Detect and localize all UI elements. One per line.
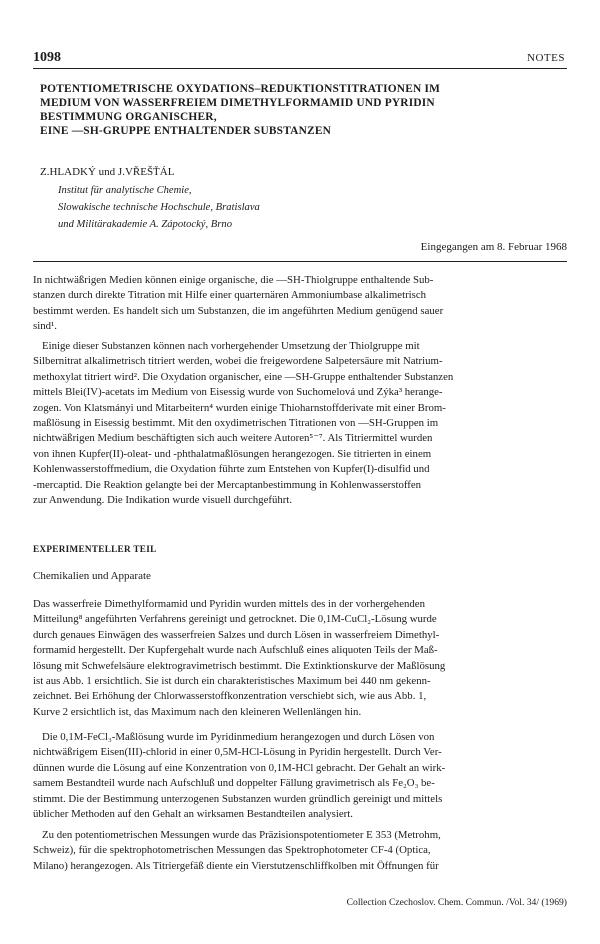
text-line: In nichtwäßrigen Medien können einige organische, die —SH-Thiolgruppe enthaltende Sub-: [33, 274, 434, 286]
section-heading: EXPERIMENTELLER TEIL: [33, 544, 157, 554]
text-line: sind¹.: [33, 320, 57, 333]
title-line: POTENTIOMETRISCHE OXYDATIONS–REDUKTIONSTITRATIONEN IM: [40, 83, 441, 95]
header-rule: [33, 68, 567, 69]
title-line: EINE —SH-GRUPPE ENTHALTENDER SUBSTANZEN: [40, 125, 332, 137]
experimental-paragraph-1: [33, 597, 580, 720]
text-line: -mercaptid. Die Reaktion gelangte bei der Mercaptanbestimmung in Kohlenwasserstoffen: [33, 478, 422, 491]
text-line: maßlösung in Eisessig bestimmt. Mit den oxydimetrischen Titrationen von —SH-Gruppen im: [33, 417, 439, 430]
text-line: Mitteilung⁸ angeführten Verfahrens gereinigt und getrocknet. Die 0,1M-CuCl₂-Lösung wurde: [33, 613, 437, 626]
text-line: zogen. Von Klatsmányi und Mitarbeitern⁴ wurden einige Thioharnstoffderivate mit einer Brom-: [33, 401, 446, 414]
title-line: MEDIUM VON WASSERFREIEM DIMETHYLFORMAMID UND PYRIDIN: [40, 97, 435, 109]
received-date: Eingegangen am 8. Februar 1968: [420, 241, 567, 253]
journal-citation: Collection Czechoslov. Chem. Commun. /Vol. 34/ (1969): [346, 897, 567, 908]
affiliation-line: Slowakische technische Hochschule, Bratislava: [58, 202, 260, 213]
subsection-heading: Chemikalien und Apparate: [33, 570, 151, 582]
text-line: Einige dieser Substanzen können nach vorhergehender Umsetzung der Thiolgruppe mit: [42, 340, 420, 352]
text-line: methoxylat titriert wird². Die Oxydation organischer, eine —SH-Gruppe enthaltender Substanzen: [33, 370, 454, 383]
article-title: [40, 82, 560, 138]
text-line: Das wasserfreie Dimethylformamid und Pyridin wurden mittels des in der vorhergehenden: [33, 598, 425, 610]
text-line: Silbernitrat alkalimetrisch titriert werden, wobei die freigewordene Salpetersäure mit Natrium-: [33, 355, 443, 368]
text-line: nichtwäßrigen Medium beschäftigten sich auch weitere Autoren⁵⁻⁷. Als Titriermittel wurden: [33, 432, 433, 445]
text-line: Kurve 2 ersichtlich ist, das Maximum nach den kleineren Wellenlängen hin.: [33, 705, 362, 718]
authors: Z.HLADKÝ und J.VŘEŠŤÁL: [40, 166, 175, 178]
text-line: zur Anwendung. Die Indikation wurde visuell durchgeführt.: [33, 494, 293, 507]
text-line: lösung mit Schwefelsäure elektrogravimetrisch bestimmt. Die Extinktionskurve der Maßlösung: [33, 659, 446, 672]
text-line: bestimmt werden. Es handelt sich um Substanzen, die im angeführten Medium genügend sauer: [33, 304, 444, 317]
title-line: BESTIMMUNG ORGANISCHER,: [40, 111, 217, 123]
text-line: Schweiz), für die spektrophotometrischen Messungen das Spektrophotometer CF-4 (Optica,: [33, 844, 431, 857]
text-line: formamid hergestellt. Der Kupfergehalt wurde nach Aufschluß eines aliquoten Teils der Maß-: [33, 644, 438, 657]
text-line: stimmt. Die der Bestimmung unterzogenen Substanzen wurden gründlich gereinigt und mittels: [33, 792, 443, 805]
affiliation: [58, 182, 260, 233]
text-line: Zu den potentiometrischen Messungen wurde das Präzisionspotentiometer E 353 (Metrohm,: [42, 829, 441, 841]
intro-paragraph-2: [33, 339, 580, 508]
text-line: Die 0,1M-FeCl₃-Maßlösung wurde im Pyridinmedium herangezogen und durch Lösen von: [42, 731, 435, 743]
text-line: Milano) herangezogen. Als Titriergefäß diente ein Vierstutzenschliffkolben mit Öffnungen für: [33, 859, 439, 872]
intro-paragraph-1: [33, 273, 580, 335]
text-line: Kohlenwasserstoffmedium, die Oxydation führte zum Entstehen von Kupfer(I)-disulfid und: [33, 463, 430, 476]
experimental-paragraph-3: [33, 828, 580, 874]
page-number: 1098: [33, 50, 61, 65]
affiliation-line: Institut für analytische Chemie,: [58, 185, 192, 196]
text-line: durch genaues Einwägen des wasserfreien Salzes und durch Lösen in wasserfreiem Dimethyl-: [33, 628, 440, 641]
section-label: NOTES: [527, 52, 565, 64]
affiliation-line: und Militärakademie A. Zápotocký, Brno: [58, 219, 232, 230]
text-line: samem Bestandteil wurde nach Aufschluß und doppelter Fällung gravimetrisch als Fe₂O₃ be-: [33, 777, 435, 790]
title-block-rule: [33, 261, 567, 262]
experimental-paragraph-2: [33, 730, 580, 822]
text-line: üblicher Methoden auf den Gehalt an wirksamen Bestandteilen analysiert.: [33, 808, 353, 821]
text-line: dünnen wurde die Lösung auf eine Konzentration von 0,1M-HCl gebracht. Der Gehalt an wirk-: [33, 761, 446, 774]
text-line: mittels Blei(IV)-acetats im Medium von Eisessig wurde von Suchomelová und Zýka³ herange-: [33, 386, 443, 399]
text-line: zeichnet. Bei Erhöhung der Chlorwasserstoffkonzentration verschiebt sich, wie aus Abb. 1,: [33, 690, 427, 703]
text-line: nichtwäßrigem Eisen(III)-chlorid in einer 0,5M-HCl-Lösung in Pyridin hergestellt. Durch Ver-: [33, 746, 442, 759]
text-line: von ihnen Kupfer(II)-oleat- und -phthalatmaßlösungen herangezogen. Sie titrierten in einem: [33, 447, 432, 460]
text-line: stanzen durch direkte Titration mit Hilfe einer quarternären Ammoniumbase alkalimetrisch: [33, 289, 427, 302]
text-line: ist aus Abb. 1 ersichtlich. Sie ist durch ein charakteristisches Maximum bei 440 nm gekenn-: [33, 675, 431, 688]
